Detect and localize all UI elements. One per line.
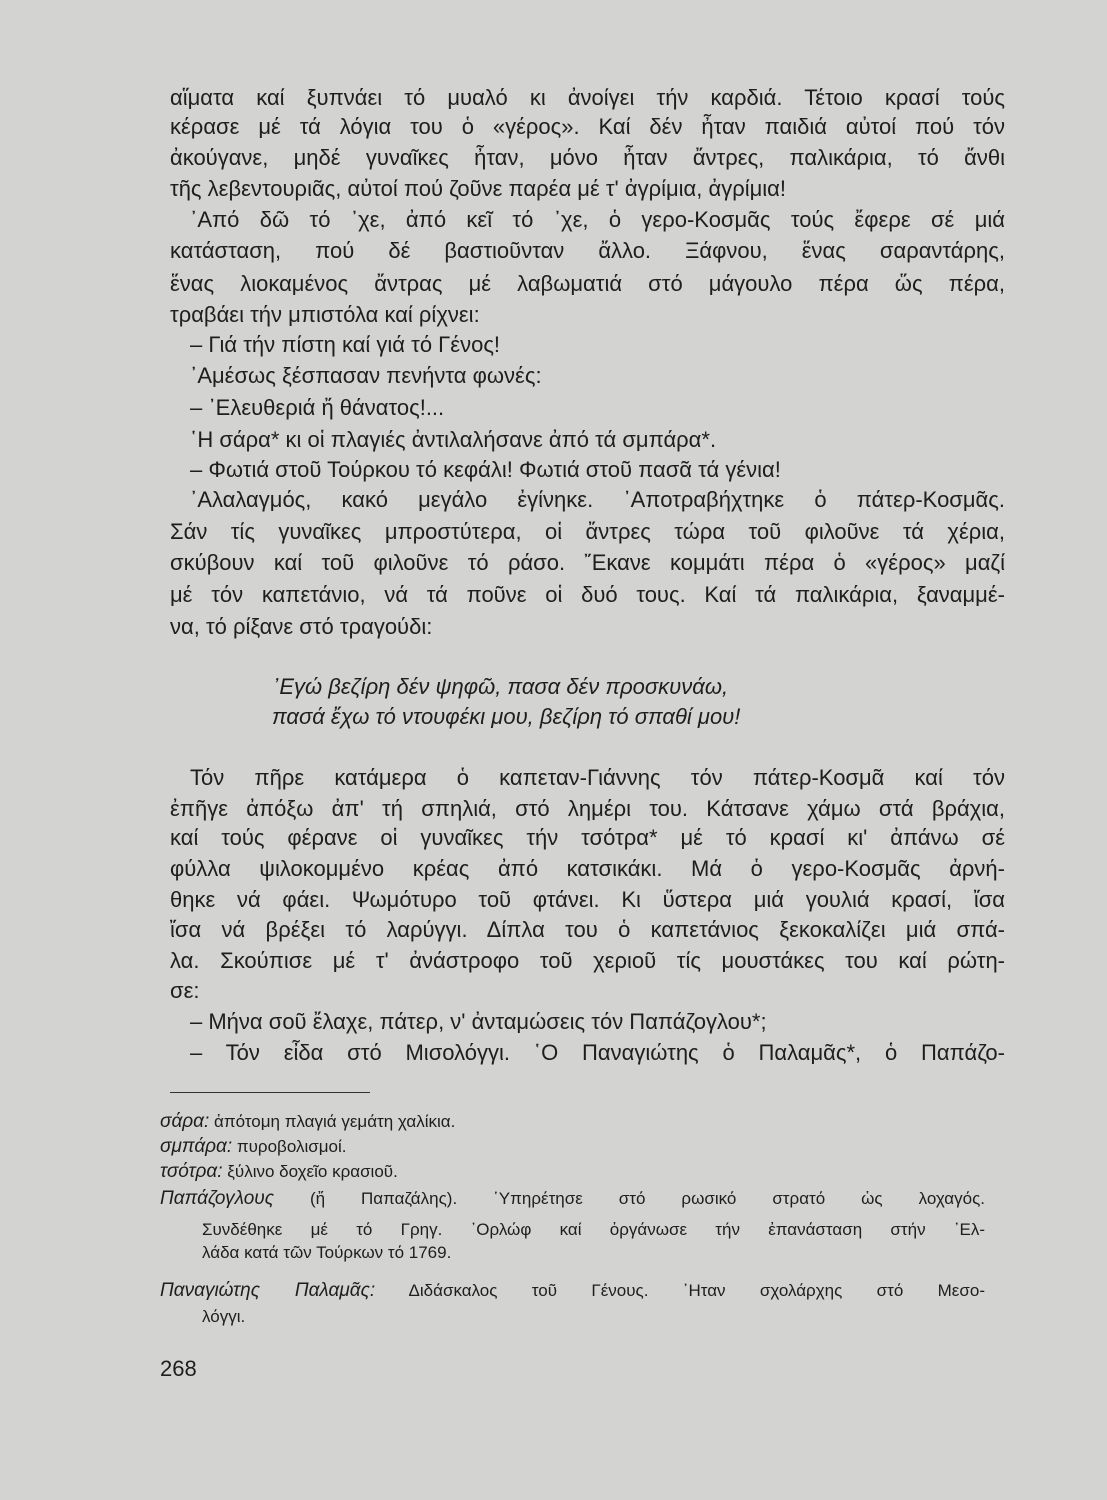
footnote-definition: ξύλινο δοχεῖο κρασιοῦ. xyxy=(222,1162,398,1181)
footnote xyxy=(160,1280,985,1302)
text-line: ἀκούγανε, μηδέ γυναῖκες ἦταν, μόνο ἦταν ἄντρες, παλικάρια, τό ἄνθι xyxy=(170,145,1005,170)
verse-line: πασά ἔχω τό ντουφέκι μου, βεζίρη τό σπαθί μου! xyxy=(272,704,741,729)
text-line: θηκε νά φάει. Ψωμότυρο τοῦ φτάνει. Κι ὕστερα μιά γουλιά κρασί, ἴσα xyxy=(170,887,1005,912)
text-line: ῾Η σάρα* κι οἱ πλαγιές ἀντιλαλήσανε ἀπό τά σμπάρα*. xyxy=(190,427,717,452)
text-line: Σάν τίς γυναῖκες μπροστύτερα, οἱ ἄντρες τώρα τοῦ φιλοῦνε τά χέρια, xyxy=(170,519,1005,544)
footnote xyxy=(160,1136,985,1158)
footnote-definition: (ἤ Παπαζάλης). ῾Υπηρέτησε στό ρωσικό στρατό ὡς λοχαγός. xyxy=(273,1189,985,1208)
footnote-definition: Διδάσκαλος τοῦ Γένους. ᾿Ηταν σχολάρχης στό Μεσο- xyxy=(375,1281,985,1300)
text-line: – Μήνα σοῦ ἔλαχε, πάτερ, ν' ἀνταμώσεις τόν Παπάζογλου*; xyxy=(190,1009,767,1034)
text-line: – Φωτιά στοῦ Τούρκου τό κεφάλι! Φωτιά στοῦ πασᾶ τά γένια! xyxy=(190,457,781,482)
text-line: λα. Σκούπισε μέ τ' ἀνάστροφο τοῦ χεριοῦ τίς μουστάκες του καί ρώτη- xyxy=(170,948,1005,973)
footnote-definition: πυροβολισμοί. xyxy=(232,1137,347,1156)
text-line: – ᾿Ελευθεριά ἤ θάνατος!... xyxy=(190,395,445,420)
footnote-term: Παπάζογλους xyxy=(160,1188,274,1209)
text-line: αἵματα καί ξυπνάει τό μυαλό κι ἀνοίγει τήν καρδιά. Τέτοιο κρασί τούς xyxy=(170,85,1005,110)
footnote-continuation: λόγγι. xyxy=(202,1307,246,1326)
footnote xyxy=(160,1188,985,1210)
text-line: ᾿Αμέσως ξέσπασαν πενήντα φωνές: xyxy=(190,363,542,388)
text-line: ἕνας λιοκαμένος ἄντρας μέ λαβωματιά στό μάγουλο πέρα ὥς πέρα, xyxy=(170,271,1005,296)
text-line: καί τούς φέρανε οἱ γυναῖκες τήν τσότρα* μέ τό κρασί κι' ἀπάνω σέ xyxy=(170,825,1005,850)
text-line: ᾿Αλαλαγμός, κακό μεγάλο ἐγίνηκε. ᾿Αποτραβήχτηκε ὁ πάτερ-Κοσμᾶς. xyxy=(190,487,1005,512)
verse-line: ᾿Εγώ βεζίρη δέν ψηφῶ, πασα δέν προσκυνάω, xyxy=(272,674,729,699)
text-line: ᾿Από δῶ τό ᾿χε, ἀπό κεῖ τό ᾿χε, ὁ γερο-Κοσμᾶς τούς ἔφερε σέ μιά xyxy=(190,207,1005,232)
text-line: σε: xyxy=(170,978,200,1003)
footnote-definition: ἀπότομη πλαγιά γεμάτη χαλίκια. xyxy=(209,1112,456,1131)
footnote-divider xyxy=(170,1092,370,1093)
text-line: φύλλα ψιλοκομμένο κρέας ἀπό κατσικάκι. Μά ὁ γερο-Κοσμᾶς ἀρνή- xyxy=(170,856,1005,881)
text-line: ἐπῆγε ἀπόξω ἀπ' τή σπηλιά, στό λημέρι του. Κάτσανε χάμω στά βράχια, xyxy=(170,796,1005,821)
text-line: κατάσταση, πού δέ βαστιοῦνταν ἄλλο. Ξάφνου, ἕνας σαραντάρης, xyxy=(170,238,1005,263)
text-line: σκύβουν καί τοῦ φιλοῦνε τό ράσο. ῎Εκανε κομμάτι πέρα ὁ «γέρος» μαζί xyxy=(170,550,1005,575)
text-line: Τόν πῆρε κατάμερα ὁ καπεταν-Γιάννης τόν πάτερ-Κοσμᾶ καί τόν xyxy=(190,765,1005,790)
footnote xyxy=(160,1111,985,1133)
footnote-term: Παναγιώτης Παλαμᾶς: xyxy=(160,1280,376,1301)
footnote-term: τσότρα: xyxy=(160,1161,223,1182)
text-line: ἴσα νά βρέξει τό λαρύγγι. Δίπλα του ὁ καπετάνιος ξεκοκαλίζει μιά σπά- xyxy=(170,917,1005,942)
footnote-continuation: λάδα κατά τῶν Τούρκων τό 1769. xyxy=(202,1243,452,1262)
text-line: τραβάει τήν μπιστόλα καί ρίχνει: xyxy=(170,302,480,327)
page-number: 268 xyxy=(160,1356,197,1381)
footnote-term: σάρα: xyxy=(160,1111,210,1132)
text-line: κέρασε μέ τά λόγια του ὁ «γέρος». Καί δέν ἦταν παιδιά αὐτοί πού τόν xyxy=(170,114,1005,139)
text-line: – Τόν εἶδα στό Μισολόγγι. ῾Ο Παναγιώτης ὁ Παλαμᾶς*, ὁ Παπάζο- xyxy=(190,1040,1005,1065)
footnote xyxy=(160,1161,985,1183)
text-line: να, τό ρίξανε στό τραγούδι: xyxy=(170,614,433,639)
text-line: – Γιά τήν πίστη καί γιά τό Γένος! xyxy=(190,332,501,357)
footnote-term: σμπάρα: xyxy=(160,1136,233,1157)
footnote-continuation: Συνδέθηκε μέ τό Γρηγ. ᾿Ορλώφ καί ὀργάνωσε τήν ἐπανάσταση στήν ᾿Ελ- xyxy=(202,1220,985,1239)
text-line: μέ τόν καπετάνιο, νά τά ποῦνε οἱ δυό τους. Καί τά παλικάρια, ξαναμμέ- xyxy=(170,582,1005,607)
text-line: τῆς λεβεντουριᾶς, αὐτοί πού ζοῦνε παρέα μέ τ' ἀγρίμια, ἀγρίμια! xyxy=(170,176,787,201)
